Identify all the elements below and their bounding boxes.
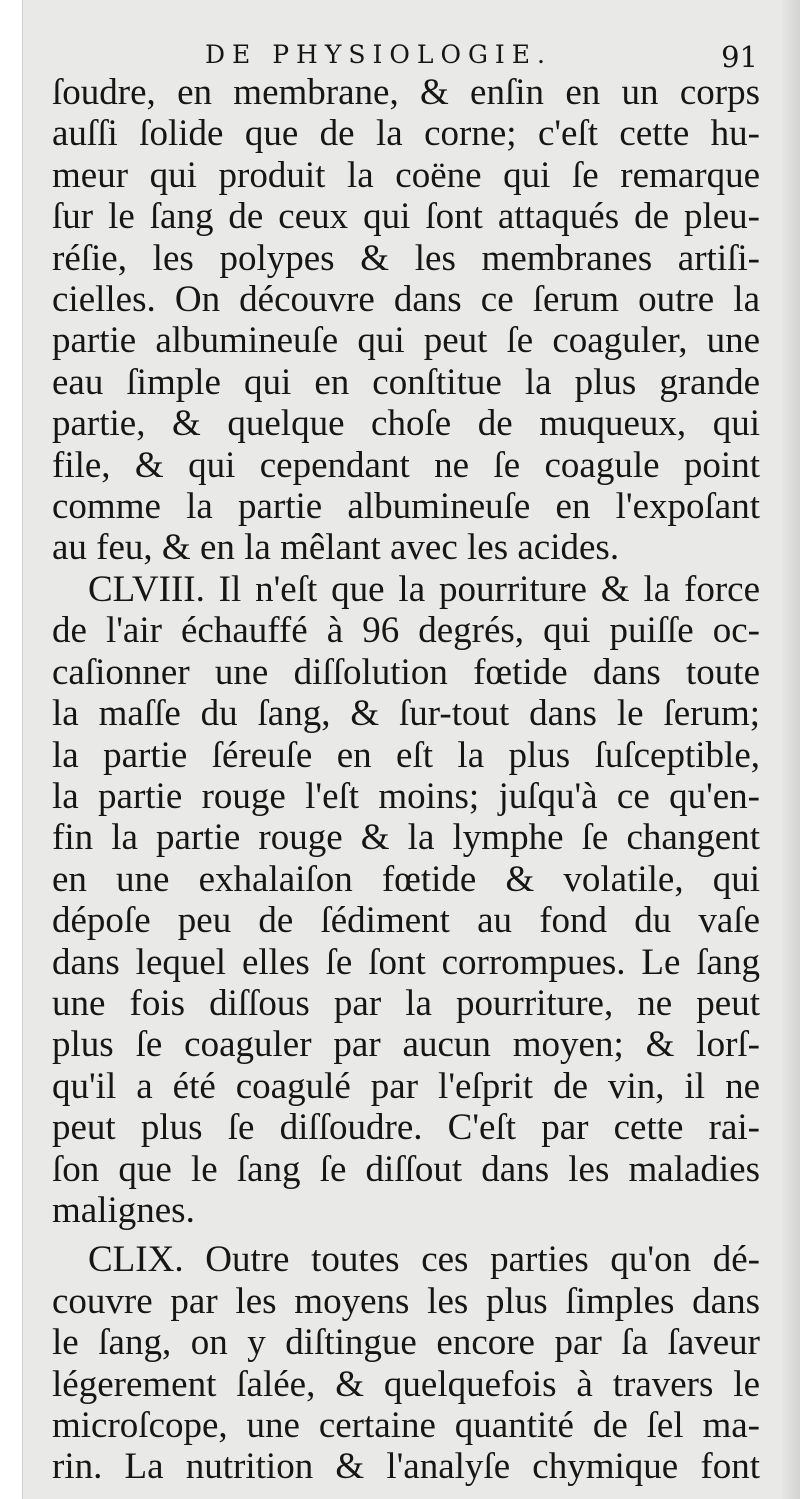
text-line: au feu, & en la mêlant avec les acides. [52, 527, 620, 569]
text-line: ſon que le ſang ſe diſſout dans les maladies [52, 1148, 760, 1190]
text-line: fin la partie rouge & la lymphe ſe changent [52, 817, 760, 859]
text-line: réſie, les polypes & les membranes artiſi- [52, 237, 760, 279]
text-line: couvre par les moyens les plus ſimples dans [52, 1280, 760, 1322]
text-line: partie, & quelque choſe de muqueux, qui [52, 403, 760, 445]
text-line: le ſang, on y diſtingue encore par ſa ſaveur [52, 1322, 760, 1364]
text-line: microſcope, une certaine quantité de ſel ma- [52, 1405, 760, 1446]
text-line: la maſſe du ſang, & ſur-tout dans le ſerum; [52, 693, 760, 735]
text-line: qu'il a été coagulé par l'eſprit de vin, il ne [52, 1065, 760, 1107]
text-line: peut plus ſe diſſoudre. C'eſt par cette rai- [52, 1107, 760, 1149]
text-line: caſionner une diſſolution fœtide dans toute [52, 651, 760, 693]
text-line: dans lequel elles ſe ſont corrompues. Le ſang [52, 941, 760, 983]
page-edge [22, 0, 23, 1499]
text-line: auſſi ſolide que de la corne; c'eſt cette hu- [52, 113, 760, 155]
text-line: rin. La nutrition & l'analyſe chymique font [52, 1446, 760, 1488]
paragraph-start-clix: CLIX. Outre toutes ces parties qu'on dé- [88, 1239, 760, 1281]
body-text [52, 72, 760, 1488]
text-line: plus ſe coaguler par aucun moyen; & lorſ- [52, 1024, 760, 1066]
text-line: comme la partie albumineuſe en l'expoſant [52, 486, 760, 528]
text-line: une fois diſſous par la pourriture, ne peut [52, 982, 760, 1024]
text-line: ſoudre, en membrane, & enſin en un corps [52, 72, 760, 113]
text-line: la partie ſéreuſe en eſt la plus ſuſceptible, [52, 734, 760, 776]
text-line: file, & qui cependant ne ſe coagule point [52, 444, 760, 486]
text-line: cielles. On découvre dans ce ſerum outre la [52, 279, 760, 321]
text-line: dépoſe peu de ſédiment au fond du vaſe [52, 900, 760, 942]
text-line: la partie rouge l'eſt moins; juſqu'à ce qu'en- [52, 775, 760, 817]
text-line: malignes. [52, 1189, 195, 1231]
text-line: en une exhalaiſon fœtide & volatile, qui [52, 858, 760, 900]
text-line: eau ſimple qui en conſtitue la plus grande [52, 361, 760, 403]
text-line: légerement ſalée, & quelquefois à travers le [52, 1363, 760, 1405]
page-number: 91 [721, 40, 758, 74]
paragraph-start-clviii: CLVIII. Il n'eſt que la pourriture & la force [88, 568, 760, 610]
running-head: DE PHYSIOLOGIE. [205, 40, 553, 69]
text-line: meur qui produit la coëne qui ſe remarque [52, 154, 760, 196]
text-line: ſur le ſang de ceux qui ſont attaqués de pleu- [52, 196, 760, 238]
text-line: de l'air échauffé à 96 degrés, qui puiſſe oc- [52, 610, 760, 652]
text-line: partie albumineuſe qui peut ſe coaguler, une [52, 320, 760, 362]
